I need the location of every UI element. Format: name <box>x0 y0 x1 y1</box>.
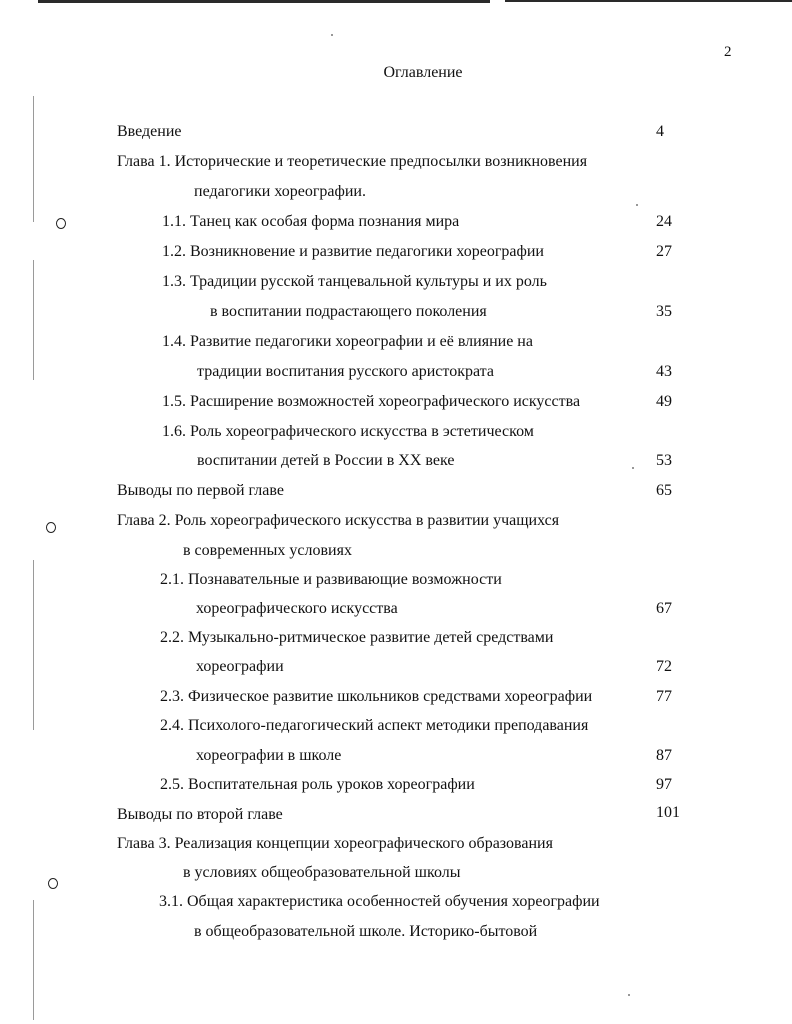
toc-entry-1-3: 1.3. Традиции русской танцевальной культуры и их роль <box>162 273 547 290</box>
scan-speck <box>632 467 634 469</box>
toc-page-1-2: 27 <box>656 243 672 260</box>
toc-heading: Оглавление <box>383 64 463 81</box>
toc-page-conclusions-2: 101 <box>656 804 680 821</box>
scan-top-rule <box>38 0 490 3</box>
toc-page-conclusions-1: 65 <box>656 482 672 499</box>
toc-entry-3-1: 3.1. Общая характеристика особенностей обучения хореографии <box>159 893 600 910</box>
toc-entry-1-6: 1.6. Роль хореографического искусства в эстетическом <box>162 423 534 440</box>
toc-entry-2-4-cont: хореографии в школе <box>196 747 342 764</box>
scan-speck <box>331 34 333 36</box>
scan-speck <box>628 994 630 996</box>
chapter-1-title-cont: педагогики хореографии. <box>194 183 366 200</box>
toc-entry-2-2: 2.2. Музыкально-ритмическое развитие детей средствами <box>160 629 554 646</box>
binder-hole-icon <box>48 878 58 889</box>
binder-hole-icon <box>46 522 56 533</box>
toc-entry-1-6-cont: воспитании детей в России в XX веке <box>197 452 455 469</box>
toc-entry-2-5: 2.5. Воспитательная роль уроков хореографии <box>160 776 475 793</box>
toc-entry-2-1: 2.1. Познавательные и развивающие возможности <box>160 571 502 588</box>
scan-speck <box>636 204 638 206</box>
scan-margin-line <box>33 900 34 1020</box>
toc-page-1-4: 43 <box>656 363 672 380</box>
scan-margin-line <box>33 96 34 222</box>
toc-page-1-3: 35 <box>656 303 672 320</box>
toc-page-2-5: 97 <box>656 776 672 793</box>
chapter-3-title: Глава 3. Реализация концепции хореографического образования <box>117 835 553 852</box>
chapter-2-title: Глава 2. Роль хореографического искусства в развитии учащихся <box>117 512 560 529</box>
chapter-3-title-cont: в условиях общеобразовательной школы <box>183 864 461 881</box>
toc-entry-2-2-cont: хореографии <box>196 658 284 675</box>
toc-page-2-4: 87 <box>656 747 672 764</box>
toc-page-1-5: 49 <box>656 393 672 410</box>
toc-entry-1-5: 1.5. Расширение возможностей хореографического искусства <box>162 393 581 410</box>
toc-page-2-1: 67 <box>656 600 672 617</box>
chapter-1-title: Глава 1. Исторические и теоретические предпосылки возникновения <box>117 153 588 170</box>
chapter-2-title-cont: в современных условиях <box>183 542 352 559</box>
toc-entry-1-2: 1.2. Возникновение и развитие педагогики хореографии <box>162 243 544 260</box>
toc-entry-2-4: 2.4. Психолого-педагогический аспект методики преподавания <box>160 717 589 734</box>
toc-entry-conclusions-2: Выводы по второй главе <box>117 806 283 823</box>
scan-margin-line <box>33 560 34 730</box>
binder-hole-icon <box>56 218 66 229</box>
toc-entry-1-1: 1.1. Танец как особая форма познания мира <box>162 213 460 230</box>
toc-entry-1-4-cont: традиции воспитания русского аристократа <box>197 363 494 380</box>
toc-entry-1-4: 1.4. Развитие педагогики хореографии и её влияние на <box>162 333 533 350</box>
toc-page-2-2: 72 <box>656 658 672 675</box>
toc-entry-3-1-cont: в общеобразовательной школе. Историко-бытовой <box>194 923 538 940</box>
toc-entry-intro: Введение <box>117 123 182 140</box>
toc-entry-conclusions-1: Выводы по первой главе <box>117 482 284 499</box>
scan-top-rule-right <box>505 0 792 2</box>
toc-page-1-1: 24 <box>656 213 672 230</box>
toc-entry-2-3: 2.3. Физическое развитие школьников средствами хореографии <box>160 688 593 705</box>
toc-entry-2-1-cont: хореографического искусства <box>196 600 398 617</box>
page-number: 2 <box>724 44 732 60</box>
toc-entry-1-3-cont: в воспитании подрастающего поколения <box>210 303 487 320</box>
toc-page-2-3: 77 <box>656 688 672 705</box>
toc-page-1-6: 53 <box>656 452 672 469</box>
scan-margin-line <box>33 260 34 380</box>
toc-page-intro: 4 <box>656 123 664 140</box>
